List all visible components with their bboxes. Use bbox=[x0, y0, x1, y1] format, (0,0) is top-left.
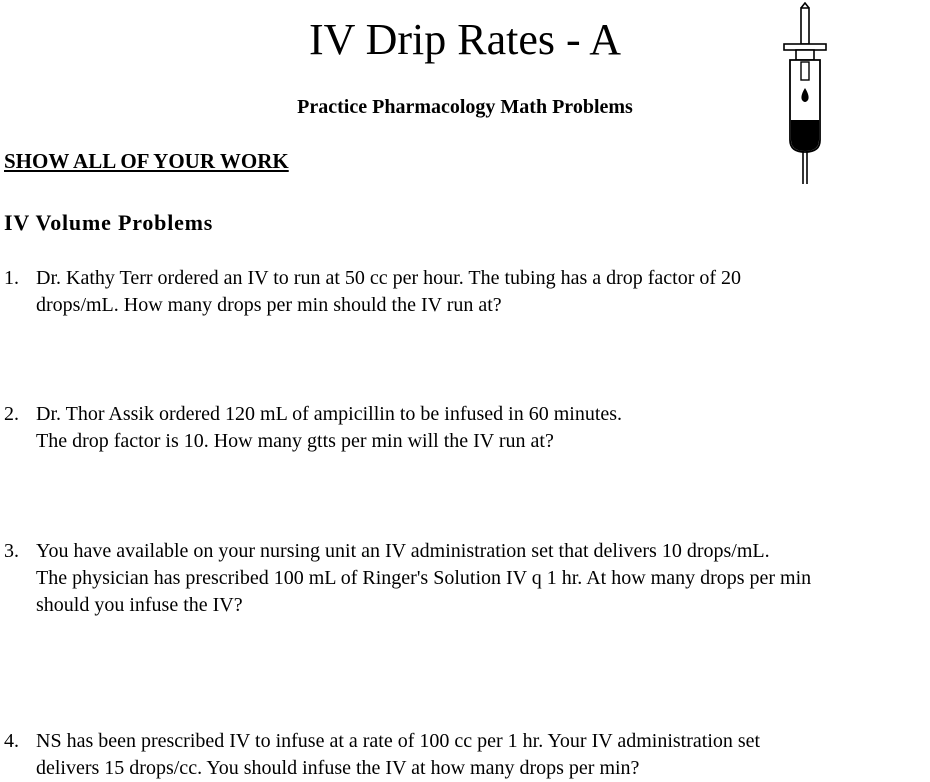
problem-line: should you infuse the IV? bbox=[36, 594, 243, 616]
problem-number: 1. bbox=[4, 267, 19, 289]
iv-drip-chamber-icon bbox=[770, 2, 840, 184]
problem-line: Dr. Kathy Terr ordered an IV to run at 50 cc per hour. The tubing has a drop factor of 20 bbox=[36, 267, 742, 289]
problem-item bbox=[4, 265, 930, 319]
problem-line: The physician has prescribed 100 mL of Ringer's Solution IV q 1 hr. At how many drops per min bbox=[36, 567, 812, 589]
problem-number: 3. bbox=[4, 540, 19, 562]
problem-line: drops/mL. How many drops per min should the IV run at? bbox=[36, 294, 502, 316]
problem-line: Dr. Thor Assik ordered 120 mL of ampicillin to be infused in 60 minutes. bbox=[36, 403, 623, 425]
problem-line: delivers 15 drops/cc. You should infuse the IV at how many drops per min? bbox=[36, 757, 640, 779]
problem-line: The drop factor is 10. How many gtts per min will the IV run at? bbox=[36, 430, 554, 452]
problem-number: 2. bbox=[4, 403, 19, 425]
problem-item bbox=[4, 401, 930, 455]
page-title: IV Drip Rates - A bbox=[308, 15, 622, 64]
instruction-text: SHOW ALL OF YOUR WORK bbox=[4, 149, 289, 173]
problem-item bbox=[4, 538, 930, 619]
problem-line: NS has been prescribed IV to infuse at a rate of 100 cc per 1 hr. Your IV administration set bbox=[36, 730, 761, 752]
problem-number: 4. bbox=[4, 730, 19, 752]
problem-item bbox=[4, 728, 930, 782]
problem-line: You have available on your nursing unit an IV administration set that delivers 10 drops/mL. bbox=[36, 540, 770, 562]
page-subtitle: Practice Pharmacology Math Problems bbox=[297, 96, 633, 118]
section-heading: IV Volume Problems bbox=[4, 210, 214, 235]
